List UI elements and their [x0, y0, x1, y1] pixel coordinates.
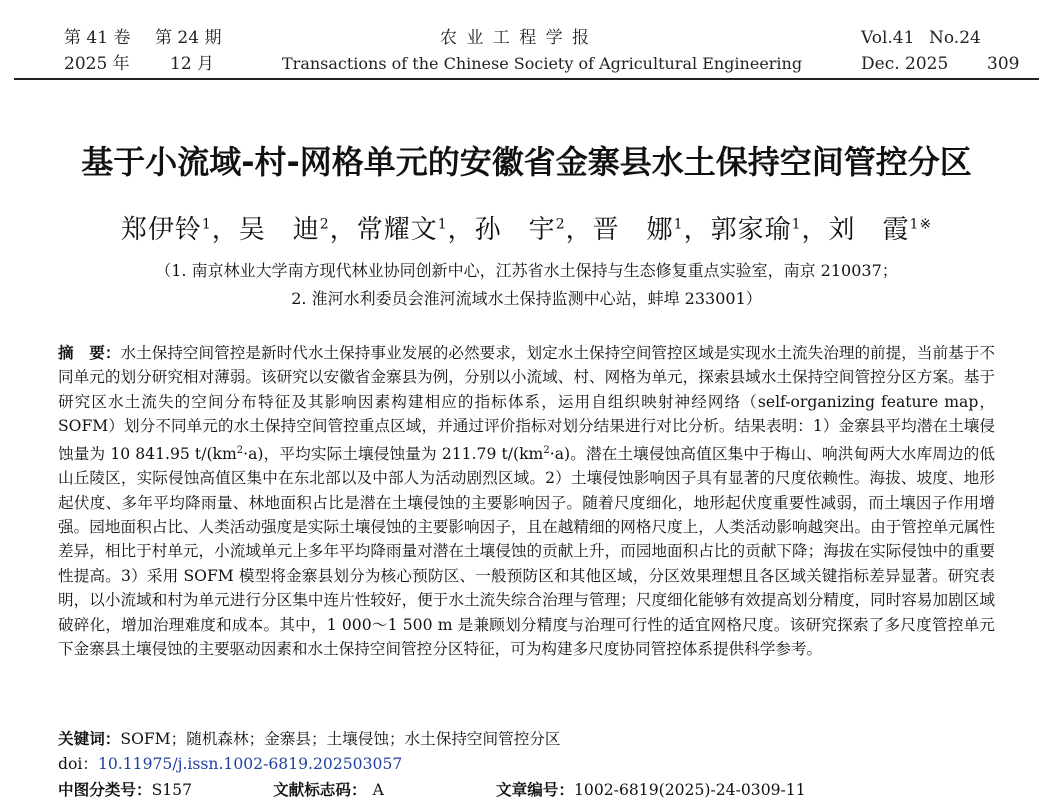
author-affiliation-mark: 1 [437, 216, 448, 233]
issue-label: 第 24 期 [155, 28, 222, 48]
clc-label: 中图分类号： [58, 781, 152, 799]
document-code-label: 文献标志码： [273, 781, 367, 799]
author-name: 吴 迪 [238, 215, 320, 245]
author-affiliation-mark: 1※ [909, 216, 933, 233]
abstract-text: 水土保持空间管控是新时代水土保持事业发展的必然要求，划定水土保持空间管控区域是实现水土流失治理的前提，当前基于不同单元的划分研究相对薄弱。该研究以安徽省金寨县为例，分别以小流域、村、网格为单元，探索县域水土保持空间管控分区方案。基于研究区水土流失的空间分布特征及其影响因素构建相应的指标体系，运用自组织映射神经网络（self-organizing feature map，SOFM）划分不同单元的水土保持空间管控重点区域，并通过评价指标对划分结果进行对比分析。结果表明：1）金寨县平均潜在土壤侵蚀量为 10 841.95 t/(km [58, 344, 995, 463]
keywords-label: 关键词： [58, 730, 121, 748]
abstract [58, 341, 995, 661]
unit-superscript: 2 [236, 444, 244, 456]
abstract-text: ·a)。潜在土壤侵蚀高值区集中于梅山、响洪甸两大水库周边的低山丘陵区，实际侵蚀高值区集中在东北部以及中部人为活动剧烈区域。2）土壤侵蚀影响因子具有显著的尺度依赖性。海拔、坡度、地形起伏度、多年平均降雨量、林地面积占比是潜在土壤侵蚀的主要影响因子。随着尺度细化，地形起伏度重要性减弱，而土壤因子作用增强。园地面积占比、人类活动强度是实际土壤侵蚀的主要影响因子，且在越精细的网格尺度上，人类活动影响越突出。由于管控单元属性差异，相比于村单元，小流域单元上多年平均降雨量对潜在土壤侵蚀的贡献上升，而园地面积占比的贡献下降；海拔在实际侵蚀中的重要性提高。3）采用 SOFM 模型将金寨县划分为核心预防区、一般预防区和其他区域，分区效果理想且各区域关键指标差异显著。研究表明，以小流域和村为单元进行分区集中连片性较好，便于水土流失综合治理与管理；尺度细化能够有效提高划分精度，同时容易加剧区域破碎化，增加治理难度和成本。其中，1 000～1 500 m 是兼顾划分精度与治理可行性的适宜网格尺度。该研究探索了多尺度管控单元下金寨县土壤侵蚀的主要驱动因素和水土保持空间管控分区特征，可为构建多尺度协同管控体系提供科学参考。 [58, 444, 995, 659]
no-en: No.24 [929, 28, 981, 48]
clc-number [58, 779, 192, 801]
document-code [273, 779, 384, 801]
volume-label: 第 41 卷 [64, 28, 131, 48]
clc-value: S157 [151, 781, 193, 799]
unit-superscript: 2 [543, 444, 550, 456]
article-number-label: 文章编号： [496, 781, 574, 799]
author-affiliation-mark: 1 [791, 216, 802, 233]
journal-name-en: Transactions of the Chinese Society of Agricultural Engineering [282, 54, 803, 73]
author-name: 常耀文 [356, 215, 438, 245]
month-label: 12 月 [170, 54, 215, 74]
paper-title: 基于小流域-村-网格单元的安徽省金寨县水土保持空间管控分区 [81, 143, 972, 181]
author-name: 刘 霞 [828, 215, 910, 245]
header-rule [14, 78, 1039, 80]
date-en: Dec. 2025 [861, 54, 949, 74]
abstract-text: ·a)，平均实际土壤侵蚀量为 211.79 t/(km [243, 444, 544, 463]
author-affiliation-mark: 2 [319, 216, 330, 233]
author-name: 孙 宇 [474, 215, 556, 245]
year-label: 2025 年 [64, 54, 130, 74]
author-affiliation-mark: 1 [673, 216, 684, 233]
affiliation-line: 2. 淮河水利委员会淮河流域水土保持监测中心站，蚌埠 233001） [291, 289, 762, 308]
keywords-text: SOFM；随机森林；金寨县；土壤侵蚀；水土保持空间管控分区 [120, 730, 561, 748]
doi [58, 753, 402, 775]
article-number-value: 1002-6819(2025)-24-0309-11 [573, 781, 806, 799]
keywords [58, 728, 561, 750]
vol-en: Vol.41 [861, 28, 915, 48]
author-name: 郭家瑜 [710, 215, 792, 245]
author-list: 郑伊铃$^1$，吴 迪$^2$，常耀文$^1$，孙 宇$^2$，晋 娜$^1$，郭家瑜$^1$，刘 霞$^{1※}$ [120, 215, 933, 245]
doi-label: doi： [58, 755, 98, 773]
author-name: 郑伊铃 [120, 215, 202, 245]
affiliation-line: （1. 南京林业大学南方现代林业协同创新中心，江苏省水土保持与生态修复重点实验室，南京 210037； [155, 261, 898, 280]
abstract-label: 摘 要： [58, 344, 121, 362]
doi-link[interactable]: 10.11975/j.issn.1002-6819.202503057 [97, 755, 403, 773]
journal-name-cn: 农 业 工 程 学 报 [440, 28, 592, 48]
page-number: 309 [987, 54, 1020, 74]
author-name: 晋 娜 [592, 215, 674, 245]
author-affiliation-mark: 1 [201, 216, 212, 233]
article-number [496, 779, 806, 801]
document-code-value: A [372, 781, 384, 799]
author-affiliation-mark: 2 [555, 216, 566, 233]
